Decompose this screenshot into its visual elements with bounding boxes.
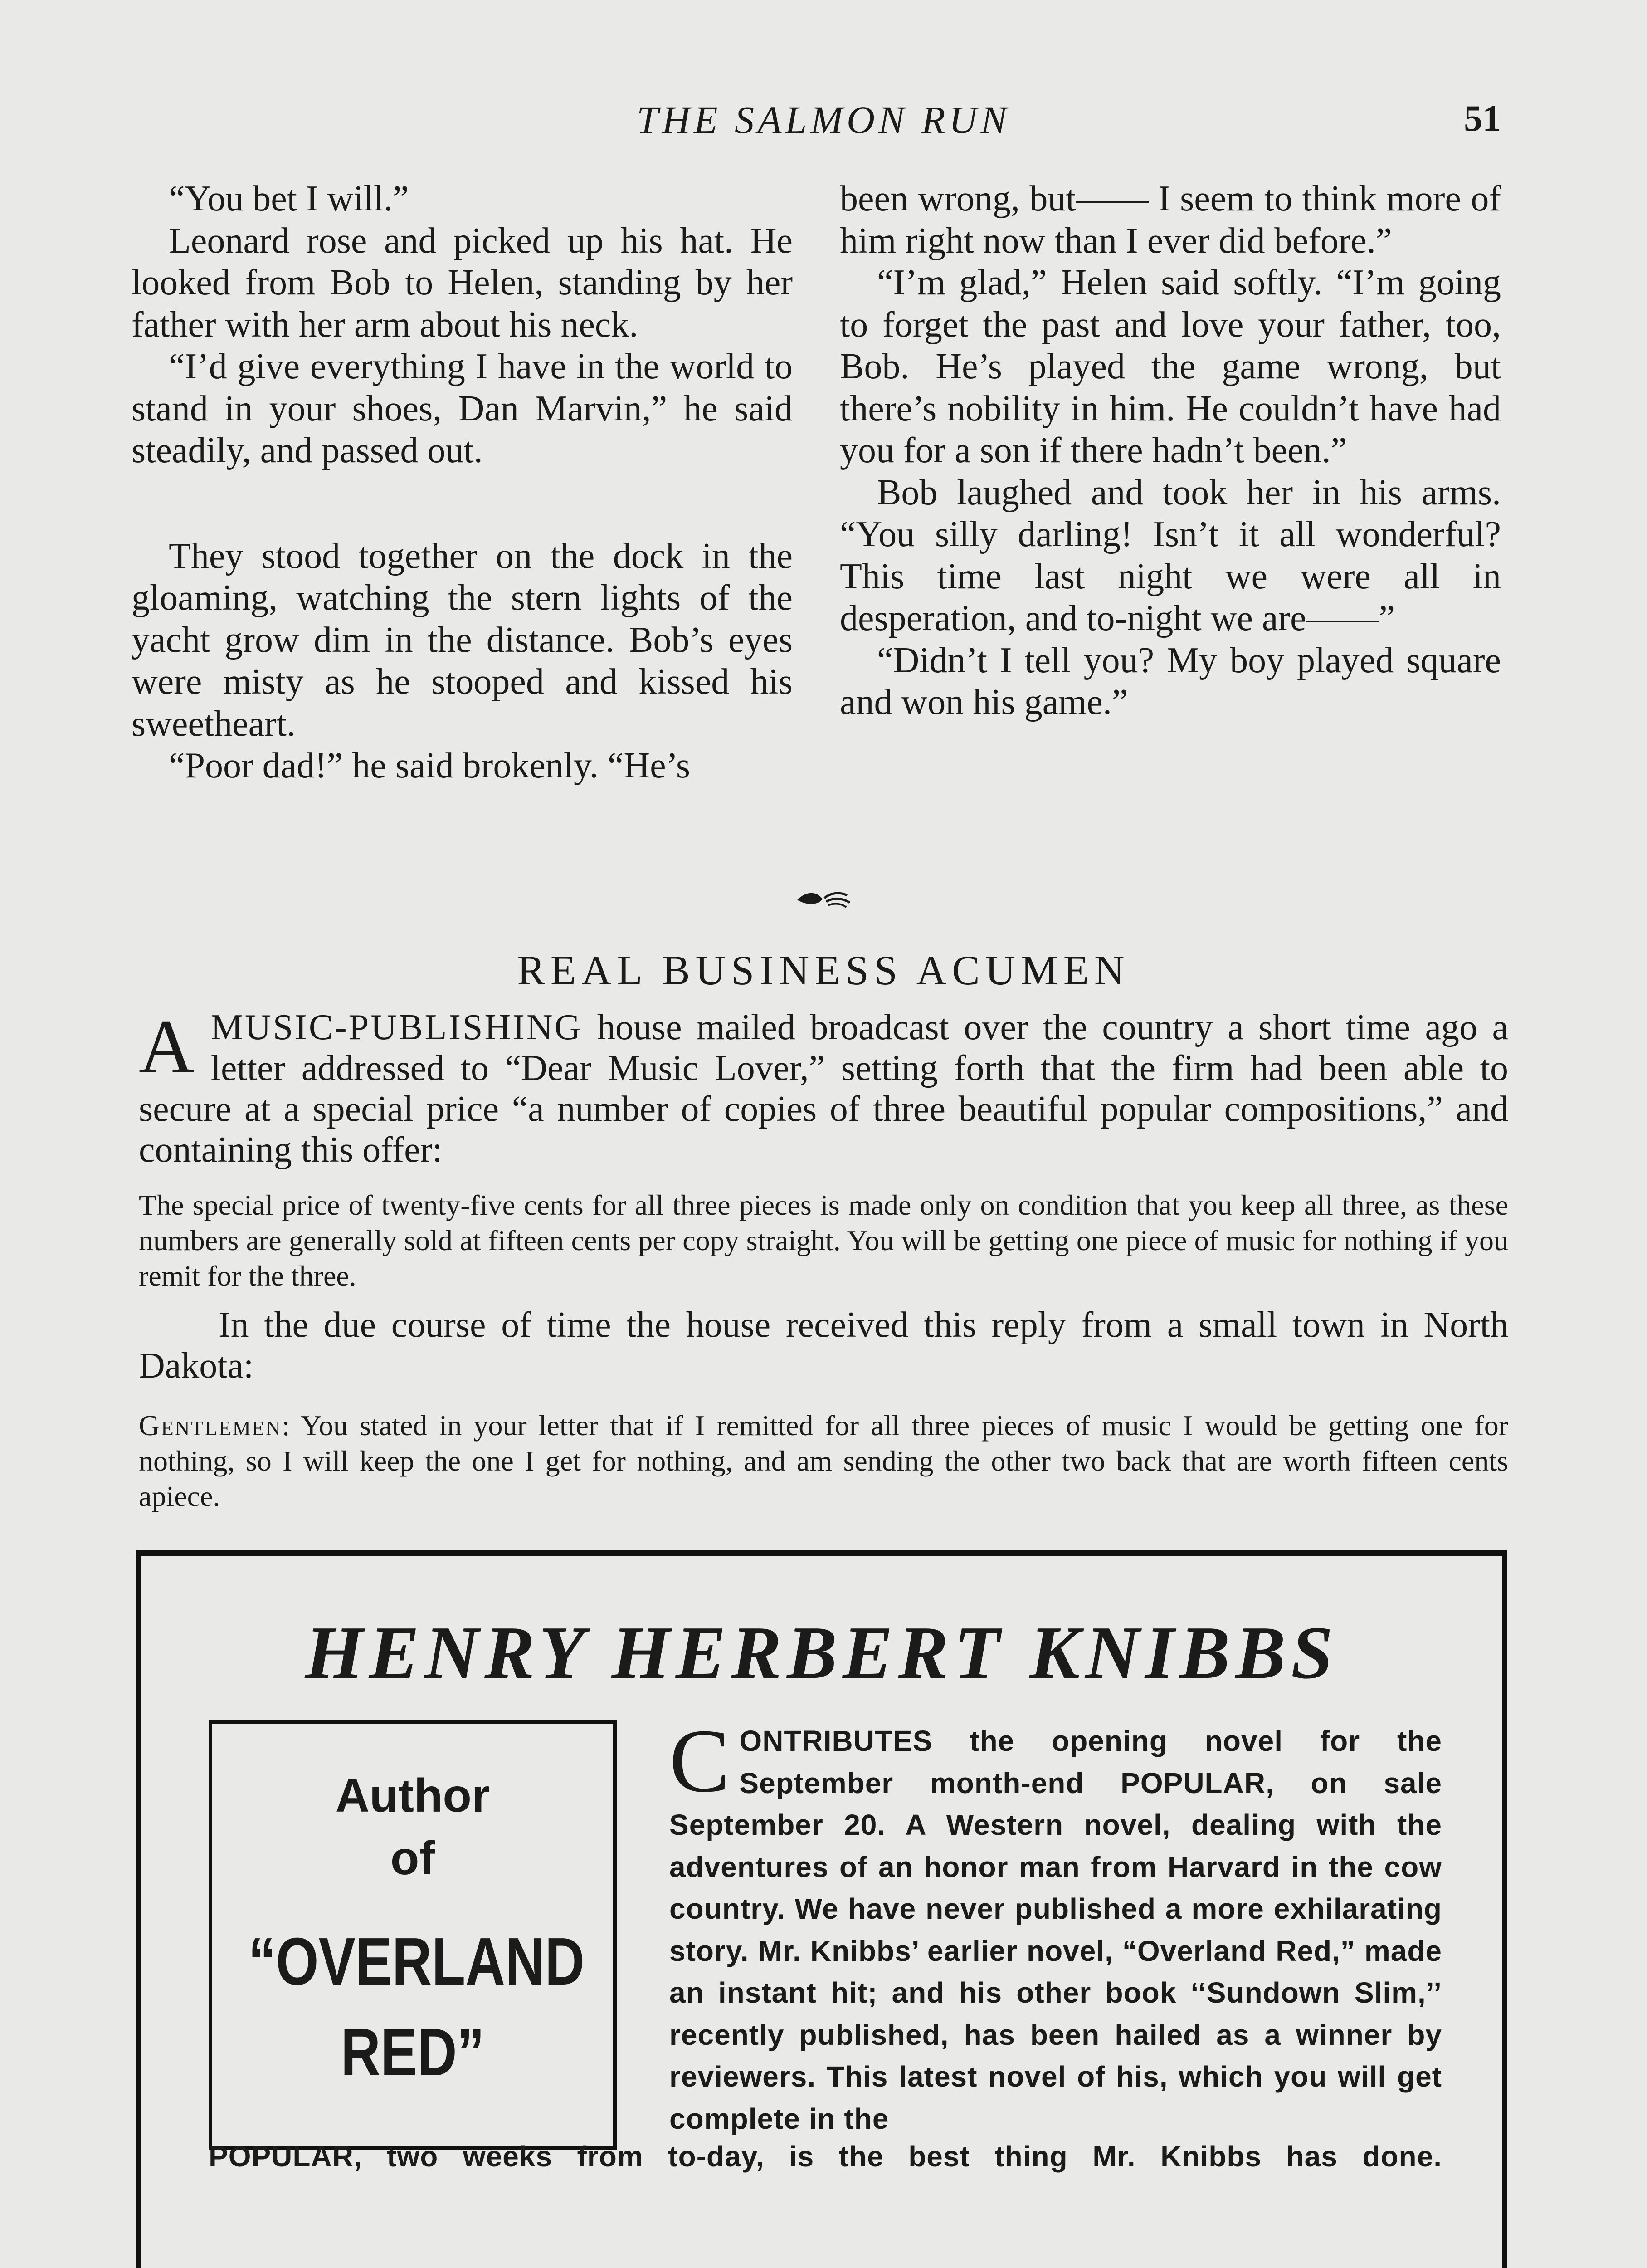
reply-letter xyxy=(139,1408,1508,1514)
page-number: 51 xyxy=(1464,98,1501,139)
story-paragraph: “I’m glad,” Helen said softly. “I’m going to forget the past and love your father, too, Bob. He’s played the game wrong, but there’s nobility in him. He couldn’t have had you for a son if there hadn’t been.” xyxy=(840,263,1501,470)
story-paragraph: Bob laughed and took her in his arms. “You silly darling! Isn’t it all wonderful? This time last night we were all in desperation, and to-night we are——” xyxy=(840,472,1501,638)
reply-salutation: Gentlemen xyxy=(139,1409,282,1442)
reply-intro: In the due course of time the house received this reply from a small town in North Dakota: xyxy=(139,1305,1508,1386)
ad-box-title-line: “OVERLAND xyxy=(248,1924,585,1999)
reply-intro-block xyxy=(139,1305,1508,1386)
ad-box-line: of xyxy=(390,1832,435,1885)
offer-quote: The special price of twenty-five cents for all three pieces is made only on condition that you keep all three, as these numbers are generally sold at fifteen cents per copy straight. You will be getting one piece of music for nothing if you remit for the three. xyxy=(139,1189,1508,1292)
ad-box-line: Author xyxy=(335,1769,490,1822)
drop-cap: A xyxy=(139,1004,195,1089)
story-paragraph: “I’d give everything I have in the world to stand in your shoes, Dan Marvin,” he said steadily, and passed out. xyxy=(132,347,793,470)
story-right-column xyxy=(840,178,1501,723)
ad-box-title-line: RED” xyxy=(341,2015,485,2090)
ad-copy-text: ONTRIBUTES the opening novel for the September month-end POPULAR, on sale September 20. A Western novel, dealing with the adventures of an honor man from Harvard in the cow country. We have never published a more exhilarating story. Mr. Knibbs’ earlier novel, “Overland Red,” made an instant hit; and his other book ‘‘Sundown Slim,’’ recently published, has been hailed as a winner by reviewers. This latest novel of his, which you will get complete in the xyxy=(669,1725,1442,2135)
story-paragraph: “Didn’t I tell you? My boy played square and won his game.” xyxy=(840,640,1501,722)
story-left-column xyxy=(132,178,793,787)
running-title: THE SALMON RUN xyxy=(637,98,1010,142)
story-paragraph: “You bet I will.” xyxy=(169,179,409,219)
story-paragraph: “Poor dad!” he said brokenly. “He’s xyxy=(169,746,690,786)
story-paragraph: They stood together on the dock in the gloaming, watching the stern lights of the yacht grow dim in the distance. Bob’s eyes were misty as he stooped and kissed his sweetheart. xyxy=(132,536,793,744)
intro-text: house mailed broadcast over the country a short time ago a letter addressed to “Dear Music Lover,” setting forth that the firm had been able to secure at a special price “a number of copies of three beautiful popular compositions,” and containing this offer: xyxy=(139,1007,1508,1170)
article-intro xyxy=(139,1004,1508,1170)
ad-drop-cap: C xyxy=(669,1711,731,1811)
story-paragraph: been wrong, but—— I seem to think more of him right now than I ever did before.” xyxy=(840,179,1501,261)
intro-lead-caps: MUSIC-PUBLISHING xyxy=(210,1007,583,1047)
ad-headline: HENRY HERBERT KNIBBS xyxy=(305,1611,1339,1694)
article-title: REAL BUSINESS ACUMEN xyxy=(517,947,1130,993)
story-paragraph: Leonard rose and picked up his hat. He looked from Bob to Helen, standing by her father with her arm about his neck. xyxy=(132,220,793,345)
ad-author-box xyxy=(209,1720,617,2150)
ornament-divider-icon xyxy=(793,885,856,912)
reply-text: : You stated in your letter that if I remitted for all three pieces of music I would be getting one for nothing, so I will keep the one I get for nothing, and am sending the other two back that are worth fifteen cents apiece. xyxy=(139,1409,1508,1512)
advertisement-box xyxy=(136,1550,1507,2268)
ad-copy xyxy=(669,1711,1442,2140)
ad-copy-last-line: POPULAR, two weeks from to-day, is the best thing Mr. Knibbs has done. xyxy=(209,2140,1442,2173)
